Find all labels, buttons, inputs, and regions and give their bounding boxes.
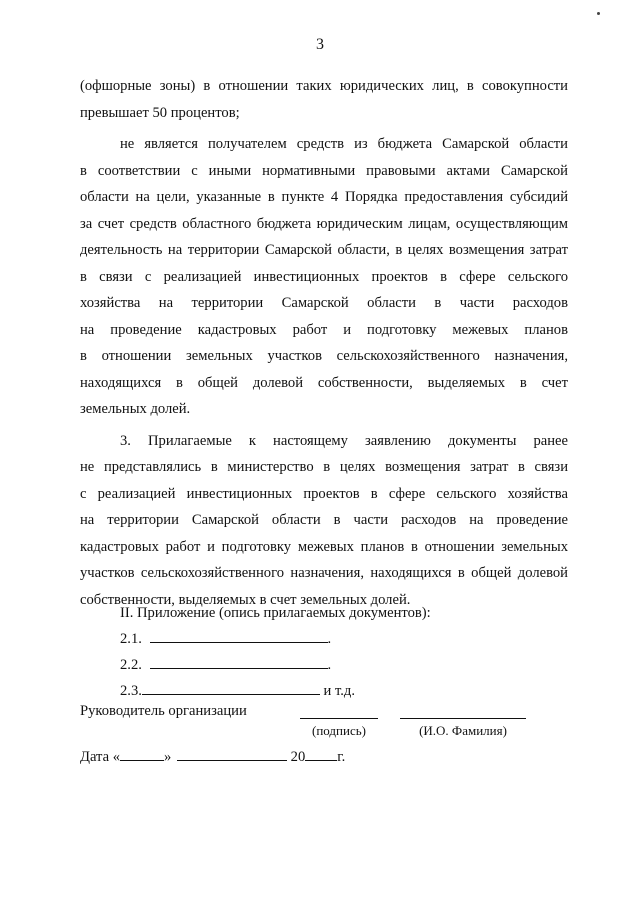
p3-line: на территории Самарской области в части расходов на проведение (80, 512, 568, 528)
p2-line: земельных долей. (80, 401, 191, 417)
date-month-blank[interactable] (177, 745, 287, 761)
p2-line: деятельность на территории Самарской области, в целях возмещения затрат (80, 242, 568, 258)
p2-line: области на цели, указанные в пункте 4 Порядка предоставления субсидий (80, 189, 568, 205)
p3-line: кадастровых работ и подготовку межевых планов в отношении земельных (80, 538, 568, 555)
date-prefix: Дата « (80, 749, 121, 765)
p3-line: 3. Прилагаемые к настоящему заявлению документы ранее (120, 432, 568, 449)
appendix-item (80, 678, 568, 704)
p2-line: на проведение кадастровых работ и подготовку межевых планов (80, 321, 568, 338)
appendix-item-number: 2.1. (120, 631, 142, 647)
document-body (80, 73, 568, 613)
date-year-blank[interactable] (305, 745, 337, 761)
appendix-item-blank[interactable] (150, 627, 328, 643)
date-line (80, 745, 345, 766)
signature-caption: (подпись) (312, 723, 366, 738)
appendix-item-blank[interactable] (150, 653, 328, 669)
p3-line: не представлялись в министерство в целях возмещения затрат в связи (80, 459, 568, 475)
p2-line: находящихся в общей долевой собственности, выделяемых в счет (80, 374, 568, 391)
p2-line: в связи с реализацией инвестиционных проектов в сфере сельского (80, 268, 568, 285)
signature-line[interactable] (300, 718, 378, 719)
p1-line: превышает 50 процентов; (80, 104, 240, 121)
appendix-section (80, 600, 568, 704)
appendix-item-blank[interactable] (142, 679, 320, 695)
date-day-blank[interactable] (120, 745, 164, 761)
appendix-item-number: 2.2. (120, 657, 142, 673)
signature-label: Руководитель организации (80, 703, 247, 719)
appendix-item (80, 626, 568, 652)
p2-line: в отношении земельных участков сельскохозяйственного назначения, (80, 348, 568, 364)
date-mid: » (164, 749, 172, 765)
appendix-item-number: 2.3. (120, 683, 142, 699)
name-caption: (И.О. Фамилия) (419, 723, 507, 738)
appendix-item-suffix: . (327, 631, 332, 647)
date-year-suffix: г. (337, 749, 346, 765)
appendix-item (80, 652, 568, 678)
appendix-item-suffix: и т.д. (319, 683, 355, 699)
appendix-item-suffix: . (327, 657, 332, 673)
p2-line: не является получателем средств из бюджета Самарской области (120, 136, 568, 152)
page-number: 3 (316, 36, 324, 53)
p3-line: собственности, выделяемых в счет земельных долей. (80, 591, 411, 608)
p2-line: в соответствии с иными нормативными правовыми актами Самарской (80, 162, 568, 179)
date-year-prefix: 20 (290, 749, 306, 765)
p2-line: за счет средств областного бюджета юридическим лицам, осуществляющим (80, 215, 568, 232)
p1-line: (офшорные зоны) в отношении таких юридических лиц, в совокупности (80, 78, 568, 94)
appendix-heading: II. Приложение (опись прилагаемых документов): (120, 605, 431, 621)
scan-speck (597, 12, 600, 15)
p3-line: с реализацией инвестиционных проектов в сфере сельского хозяйства (80, 485, 568, 502)
p2-line: хозяйства на территории Самарской области в части расходов (80, 295, 568, 311)
name-line[interactable] (400, 718, 526, 719)
p3-line: участков сельскохозяйственного назначения, находящихся в общей долевой (80, 565, 568, 581)
